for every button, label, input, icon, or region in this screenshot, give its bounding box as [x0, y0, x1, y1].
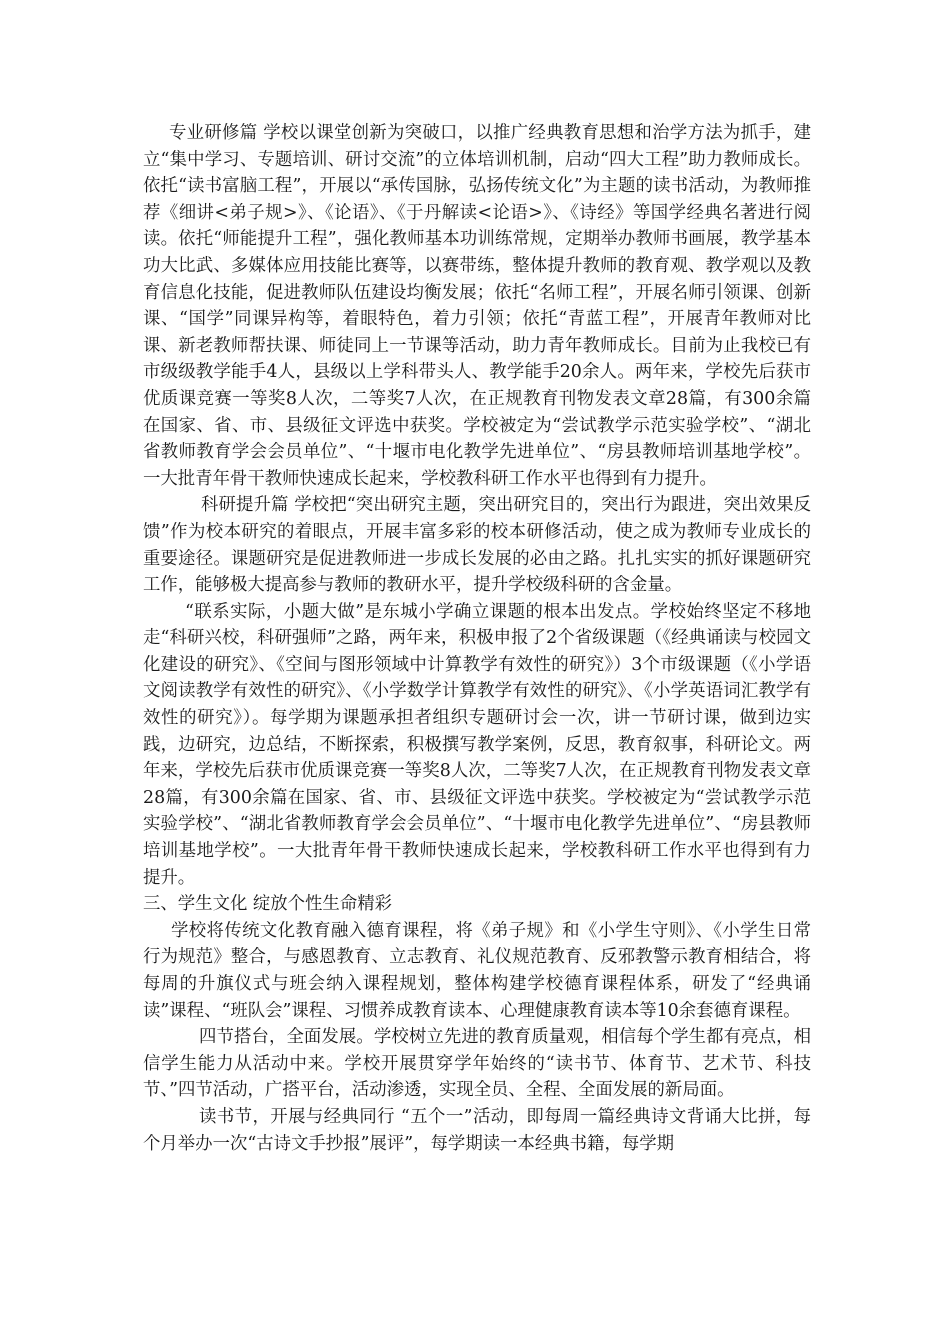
paragraph-reading-festival: 读书节，开展与经典同行 “五个一”活动，即每周一篇经典诗文背诵大比拼，每个月举办一次“古诗文手抄报”展评”，每学期读一本经典书籍，每学期: [143, 1106, 811, 1154]
paragraph-research-topics: “联系实际，小题大做”是东城小学确立课题的根本出发点。学校始终坚定不移地走“科研兴校，科研强师”之路，两年来，积极申报了2个省级课题（《经典诵读与校园文化建设的研究》、《空间与图形领域中计算教学有效性的研究》）3个市级课题（《小学语文阅读教学有效性的研究》、《小学数学计算教学有效性的研究》、《小学英语词汇教学有效性的研究》）。每学期为课题承担者组织专题研讨会一次，讲一节研讨课，做到边实践，边研究，边总结，不断探索，积极撰写教学案例，反思，教育叙事，科研论文。两年来，学校先后获市优质课竞赛一等奖8人次，二等奖7人次，在正规教育刊物发表文章28篇，有300余篇在国家、省、市、县级征文评选中获奖。学校被定为“尝试教学示范实验学校”、“湖北省教师教育学会会员单位”、“十堰市电化教学先进单位”、“房县教师培训基地学校”。一大批青年骨干教师快速成长起来，学校教科研工作水平也得到有力提升。: [143, 601, 811, 888]
paragraph-professional-training: 专业研修篇 学校以课堂创新为突破口，以推广经典教育思想和治学方法为抓手，建立“集中学习、专题培训、研讨交流”的立体培训机制，启动“四大工程”助力教师成长。依托“读书富脑工程”，开展以“承传国脉，弘扬传统文化”为主题的读书活动，为教师推荐《细讲<弟子规>》、《论语》、《于丹解读<论语>》、《诗经》等国学经典名著进行阅读。依托“师能提升工程”，强化教师基本功训练常规，定期举办教师书画展，教学基本功大比武、多媒体应用技能比赛等，以赛带练，整体提升教师的教育观、教学观以及教育信息化技能，促进教师队伍建设均衡发展；依托“名师工程”，开展名师引领课、创新课、“国学”同课异构等，着眼特色，着力引领；依托“青蓝工程”，开展青年教师对比课、新老教师帮扶课、师徒同上一节课等活动，助力青年教师成长。目前为止我校已有市级级教学能手4人，县级以上学科带头人、教学能手20余人。两年来，学校先后获市优质课竞赛一等奖8人次，二等奖7人次，在正规教育刊物发表文章28篇，有300余篇在国家、省、市、县级征文评选中获奖。学校被定为“尝试教学示范实验学校”、“湖北省教师教育学会会员单位”、“十堰市电化教学先进单位”、“房县教师培训基地学校”。一大批青年骨干教师快速成长起来，学校教科研工作水平也得到有力提升。: [143, 123, 811, 489]
section-heading-student-culture: 三、学生文化 绽放个性生命精彩: [143, 894, 392, 915]
document-body: [143, 120, 811, 1157]
paragraph-moral-curriculum: 学校将传统文化教育融入德育课程，将《弟子规》和《小学生守则》、《小学生日常行为规范》整合，与感恩教育、立志教育、礼仪规范教育、反邪教警示教育相结合，将每周的升旗仪式与班会纳入课程规划，整体构建学校德育课程体系，研发了“经典诵读”课程、“班队会”课程、习惯养成教育读本、心理健康教育读本等10余套德育课程。: [143, 920, 811, 1021]
paragraph-research-improvement: 科研提升篇 学校把“突出研究主题，突出研究目的，突出行为跟进，突出效果反馈”作为校本研究的着眼点，开展丰富多彩的校本研修活动，使之成为教师专业成长的重要途径。课题研究是促进教师进一步成长发展的必由之路。扎扎实实的抓好课题研究工作，能够极大提高参与教师的教研水平，提升学校级科研的含金量。: [143, 495, 811, 596]
paragraph-four-festivals: 四节搭台，全面发展。学校树立先进的教育质量观，相信每个学生都有亮点，相信学生能力从活动中来。学校开展贯穿学年始终的“读书节、体育节、艺术节、科技节、”四节活动，广搭平台，活动渗透，实现全员、全程、全面发展的新局面。: [143, 1027, 811, 1101]
